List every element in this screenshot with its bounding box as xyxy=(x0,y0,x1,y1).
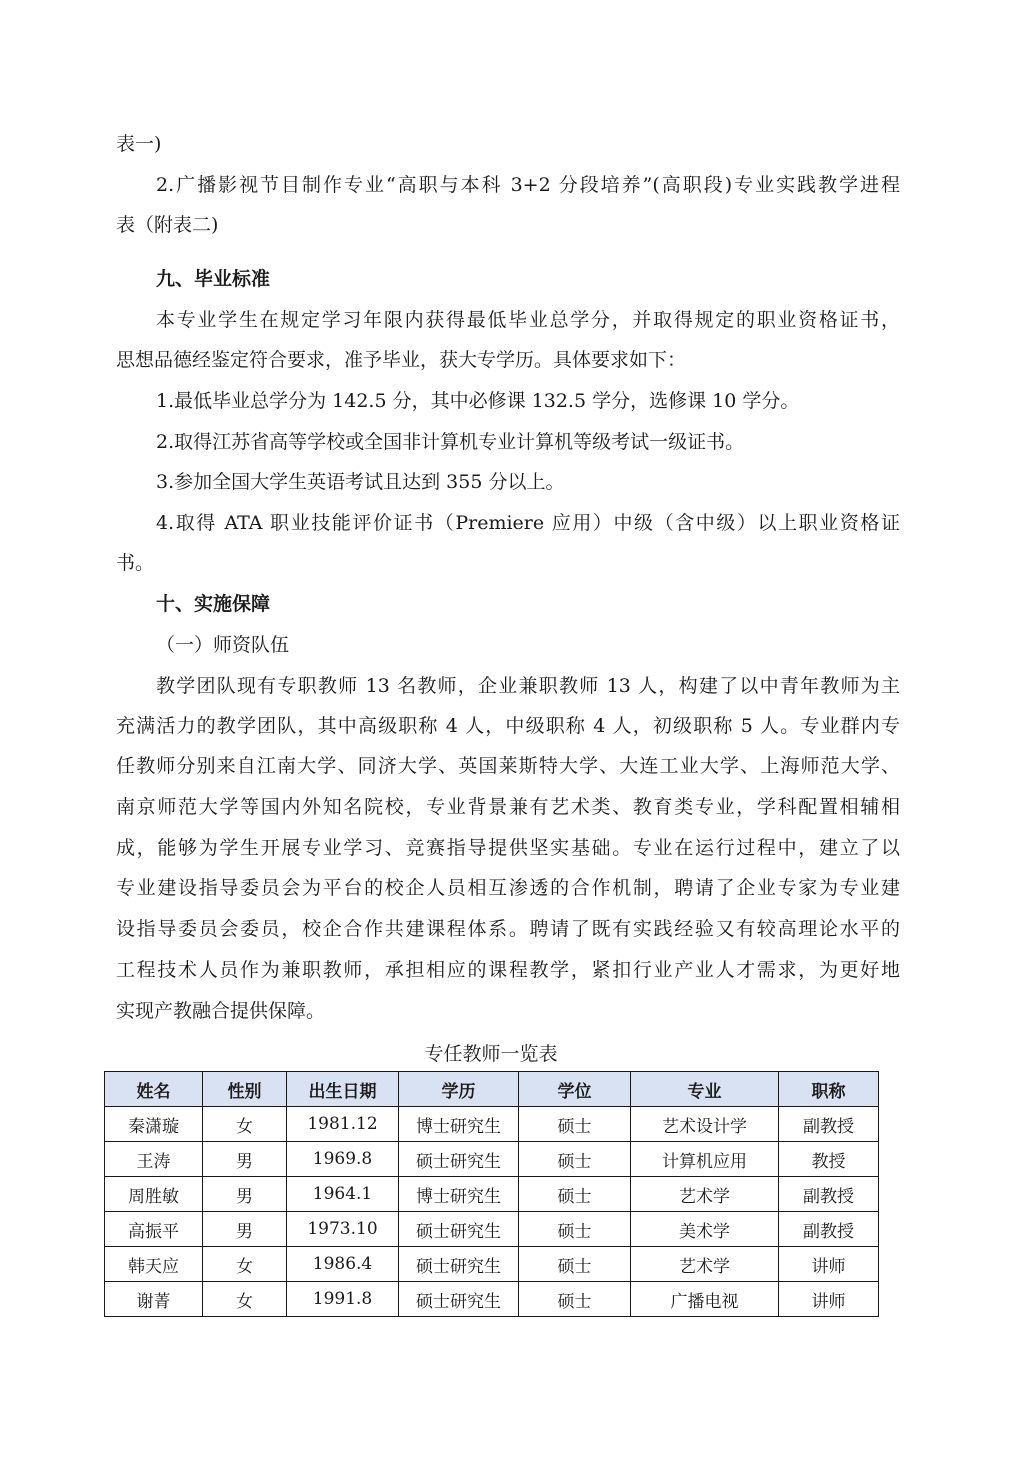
paragraph-line: 思想品德经鉴定符合要求，准予毕业，获大专学历。具体要求如下： xyxy=(116,349,687,371)
paragraph-line: 2.广播影视节目制作专业“高职与本科 3+2 分段培养”(高职段)专业实践教学进程 xyxy=(156,174,900,196)
subsection-heading: （一）师资队伍 xyxy=(156,634,290,656)
paragraph-line: 1.最低毕业总学分为 142.5 分，其中必修课 132.5 学分，选修课 10 学分。 xyxy=(156,390,800,412)
paragraph-line: 南京师范大学等国内外知名院校，专业背景兼有艺术类、教育类专业，学科配置相辅相 xyxy=(116,796,900,818)
header-title: 职称 xyxy=(779,1072,879,1107)
cell-birthdate: 1986.4 xyxy=(287,1247,399,1282)
cell-degree: 硕士 xyxy=(519,1142,631,1177)
cell-name: 周胜敏 xyxy=(105,1177,203,1212)
table-row xyxy=(105,1177,879,1212)
paragraph-line: 实现产教融合提供保障。 xyxy=(116,1000,326,1022)
cell-title: 副教授 xyxy=(779,1177,879,1212)
cell-title: 教授 xyxy=(779,1142,879,1177)
cell-education: 硕士研究生 xyxy=(399,1142,519,1177)
cell-title: 讲师 xyxy=(779,1247,879,1282)
cell-birthdate: 1964.1 xyxy=(287,1177,399,1212)
paragraph-line: 表一) xyxy=(116,133,162,155)
section-heading: 九、毕业标准 xyxy=(156,268,271,290)
header-major: 专业 xyxy=(631,1072,779,1107)
cell-major: 广播电视 xyxy=(631,1282,779,1317)
cell-major: 美术学 xyxy=(631,1212,779,1247)
cell-name: 王涛 xyxy=(105,1142,203,1177)
cell-birthdate: 1969.8 xyxy=(287,1142,399,1177)
cell-birthdate: 1973.10 xyxy=(287,1212,399,1247)
paragraph-line: 4.取得 ATA 职业技能评价证书（Premiere 应用）中级（含中级）以上职业资格证 xyxy=(156,512,900,534)
cell-major: 艺术设计学 xyxy=(631,1107,779,1142)
cell-name: 高振平 xyxy=(105,1212,203,1247)
table-row xyxy=(105,1247,879,1282)
cell-gender: 女 xyxy=(203,1282,287,1317)
cell-gender: 女 xyxy=(203,1107,287,1142)
cell-education: 博士研究生 xyxy=(399,1107,519,1142)
cell-title: 副教授 xyxy=(779,1212,879,1247)
table-row xyxy=(105,1282,879,1317)
table-caption: 专任教师一览表 xyxy=(424,1043,558,1065)
paragraph-line: 3.参加全国大学生英语考试且达到 355 分以上。 xyxy=(156,471,565,493)
cell-gender: 男 xyxy=(203,1212,287,1247)
cell-title: 副教授 xyxy=(779,1107,879,1142)
paragraph-line: 专业建设指导委员会为平台的校企人员相互渗透的合作机制，聘请了企业专家为专业建 xyxy=(116,877,900,899)
cell-name: 秦潇璇 xyxy=(105,1107,203,1142)
header-gender: 性别 xyxy=(203,1072,287,1107)
cell-degree: 硕士 xyxy=(519,1212,631,1247)
cell-education: 硕士研究生 xyxy=(399,1282,519,1317)
paragraph-line: 设指导委员会委员，校企合作共建课程体系。聘请了既有实践经验又有较高理论水平的 xyxy=(116,918,900,940)
cell-degree: 硕士 xyxy=(519,1247,631,1282)
paragraph-line: 工程技术人员作为兼职教师，承担相应的课程教学，紧扣行业产业人才需求，为更好地 xyxy=(116,959,900,981)
paragraph-line: 教学团队现有专职教师 13 名教师，企业兼职教师 13 人，构建了以中青年教师为主 xyxy=(156,675,900,697)
cell-name: 谢菁 xyxy=(105,1282,203,1317)
header-birthdate: 出生日期 xyxy=(287,1072,399,1107)
cell-gender: 男 xyxy=(203,1177,287,1212)
cell-education: 硕士研究生 xyxy=(399,1247,519,1282)
paragraph-line: 表（附表二) xyxy=(116,214,219,236)
table-header-row xyxy=(105,1072,879,1107)
cell-title: 讲师 xyxy=(779,1282,879,1317)
paragraph-line: 成，能够为学生开展专业学习、竞赛指导提供坚实基础。专业在运行过程中，建立了以 xyxy=(116,837,900,859)
cell-birthdate: 1981.12 xyxy=(287,1107,399,1142)
cell-degree: 硕士 xyxy=(519,1177,631,1212)
paragraph-line: 任教师分别来自江南大学、同济大学、英国莱斯特大学、大连工业大学、上海师范大学、 xyxy=(116,755,900,777)
cell-education: 硕士研究生 xyxy=(399,1212,519,1247)
section-heading: 十、实施保障 xyxy=(156,593,271,615)
paragraph-line: 2.取得江苏省高等学校或全国非计算机专业计算机等级考试一级证书。 xyxy=(156,431,745,453)
paragraph-line: 本专业学生在规定学习年限内获得最低毕业总学分，并取得规定的职业资格证书， xyxy=(156,309,900,331)
cell-education: 博士研究生 xyxy=(399,1177,519,1212)
cell-major: 艺术学 xyxy=(631,1177,779,1212)
cell-degree: 硕士 xyxy=(519,1107,631,1142)
cell-name: 韩天应 xyxy=(105,1247,203,1282)
cell-birthdate: 1991.8 xyxy=(287,1282,399,1317)
header-degree: 学位 xyxy=(519,1072,631,1107)
table-row xyxy=(105,1107,879,1142)
cell-gender: 男 xyxy=(203,1142,287,1177)
cell-degree: 硕士 xyxy=(519,1282,631,1317)
paragraph-line: 书。 xyxy=(116,552,155,574)
header-education: 学历 xyxy=(399,1072,519,1107)
header-name: 姓名 xyxy=(105,1072,203,1107)
cell-major: 计算机应用 xyxy=(631,1142,779,1177)
paragraph-line: 充满活力的教学团队，其中高级职称 4 人，中级职称 4 人，初级职称 5 人。专业群内专 xyxy=(116,715,900,737)
teacher-table xyxy=(104,1071,879,1317)
table-row xyxy=(105,1212,879,1247)
cell-gender: 女 xyxy=(203,1247,287,1282)
cell-major: 艺术学 xyxy=(631,1247,779,1282)
table-row xyxy=(105,1142,879,1177)
